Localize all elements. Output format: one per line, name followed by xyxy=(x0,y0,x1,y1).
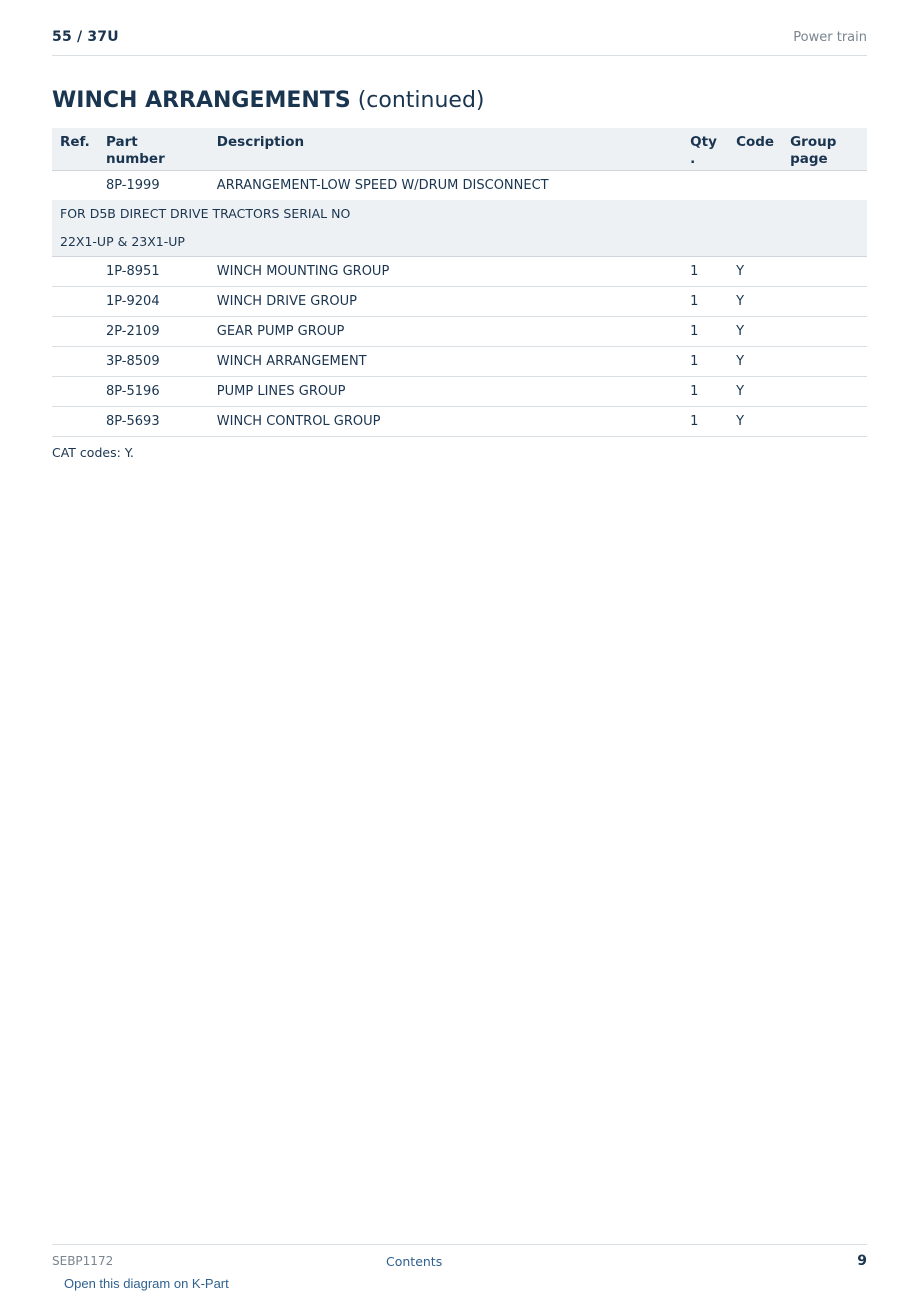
cell-code: Y xyxy=(736,353,745,369)
table-row xyxy=(52,286,867,316)
cell-code: Y xyxy=(736,323,745,339)
cell-part-number: 1P-8951 xyxy=(105,263,160,279)
page-title-suffix: (continued) xyxy=(350,88,485,113)
column-header-ref: Ref. xyxy=(60,134,90,150)
table-row xyxy=(52,346,867,376)
table-row xyxy=(52,406,867,436)
cell-code: Y xyxy=(736,383,745,399)
contents-link[interactable]: Contents xyxy=(386,1254,443,1269)
cell-part-number: 1P-9204 xyxy=(105,293,160,309)
cell-group-page xyxy=(782,286,867,316)
cell-ref xyxy=(52,286,98,316)
section-name: Power train xyxy=(793,30,867,45)
open-in-kpart-link[interactable]: Open this diagram on K-Part xyxy=(64,1276,229,1291)
cell-description: PUMP LINES GROUP xyxy=(216,383,346,399)
cell-qty: 1 xyxy=(690,413,699,429)
cell-description: WINCH DRIVE GROUP xyxy=(216,293,358,309)
document-code: SEBP1172 xyxy=(52,1254,114,1268)
cell-code: Y xyxy=(736,263,745,279)
cell-ref xyxy=(52,406,98,436)
cell-group-page xyxy=(782,346,867,376)
table-row xyxy=(52,256,867,286)
cell-code: Y xyxy=(736,293,745,309)
cell-ref xyxy=(52,170,98,200)
serial-note-row xyxy=(52,200,867,257)
cell-description: GEAR PUMP GROUP xyxy=(216,323,345,339)
cell-qty: 1 xyxy=(690,293,699,309)
parts-table xyxy=(52,128,867,437)
page-title-main: WINCH ARRANGEMENTS xyxy=(52,88,351,113)
cell-qty xyxy=(682,170,728,200)
cell-part-number: 8P-1999 xyxy=(105,177,160,193)
page-footer xyxy=(52,1244,867,1275)
cell-part-number: 2P-2109 xyxy=(105,323,160,339)
cell-description: WINCH ARRANGEMENT xyxy=(216,353,367,369)
page-title xyxy=(52,88,485,113)
table-row xyxy=(52,376,867,406)
cell-qty: 1 xyxy=(690,263,699,279)
cell-part-number: 3P-8509 xyxy=(105,353,160,369)
cell-part-number: 8P-5196 xyxy=(105,383,160,399)
cell-description: ARRANGEMENT-LOW SPEED W/DRUM DISCONNECT xyxy=(216,177,549,193)
cell-code xyxy=(728,170,782,200)
cell-group-page xyxy=(782,316,867,346)
page-id: 55 / 37U xyxy=(52,29,119,45)
serial-note-cell xyxy=(52,200,867,257)
cell-ref xyxy=(52,316,98,346)
page-header xyxy=(52,28,867,56)
cell-part-number: 8P-5693 xyxy=(105,413,160,429)
cell-ref xyxy=(52,376,98,406)
cell-description: WINCH CONTROL GROUP xyxy=(216,413,381,429)
cell-qty: 1 xyxy=(690,353,699,369)
cell-description: WINCH MOUNTING GROUP xyxy=(216,263,390,279)
cell-qty: 1 xyxy=(690,323,699,339)
cell-group-page xyxy=(782,170,867,200)
column-header-group-page: Group page xyxy=(790,134,837,167)
serial-note-line-2: 22X1-UP & 23X1-UP xyxy=(60,233,185,249)
column-header-qty: Qty . xyxy=(690,134,717,167)
table-row xyxy=(52,316,867,346)
table-header-row xyxy=(52,128,867,170)
cat-codes-note: CAT codes: Y. xyxy=(52,445,134,460)
page-number: 9 xyxy=(857,1253,867,1269)
column-header-code: Code xyxy=(736,134,775,150)
cell-qty: 1 xyxy=(690,383,699,399)
arrangement-row xyxy=(52,170,867,200)
cell-group-page xyxy=(782,406,867,436)
column-header-description: Description xyxy=(216,134,305,150)
cell-group-page xyxy=(782,256,867,286)
column-header-part-number: Part number xyxy=(105,134,165,167)
cell-group-page xyxy=(782,376,867,406)
cell-code: Y xyxy=(736,413,745,429)
serial-note-line-1: FOR D5B DIRECT DRIVE TRACTORS SERIAL NO xyxy=(60,205,351,221)
cell-ref xyxy=(52,346,98,376)
cell-ref xyxy=(52,256,98,286)
